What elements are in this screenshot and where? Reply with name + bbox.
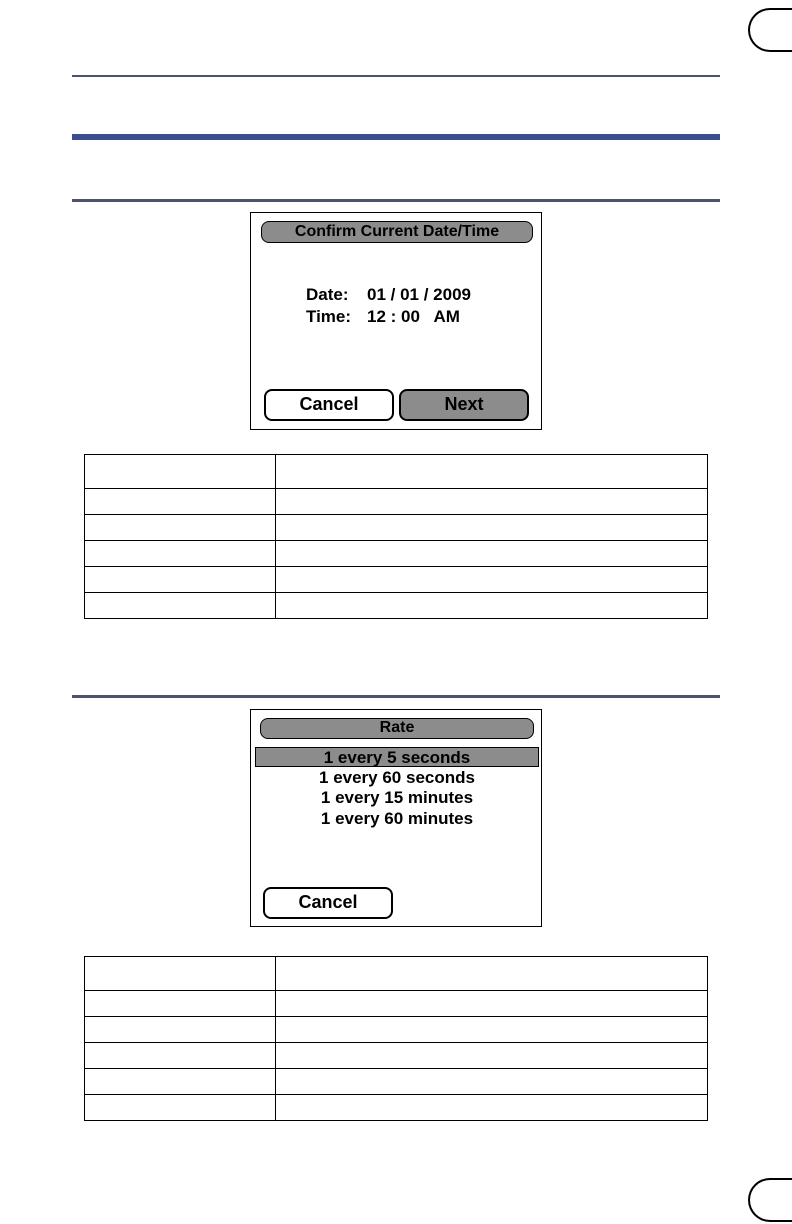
- table-cell: [85, 541, 276, 567]
- date-label: Date:: [306, 285, 349, 304]
- section-rule-1: [72, 199, 720, 202]
- next-button[interactable]: Next: [399, 389, 529, 421]
- table-cell: [85, 515, 276, 541]
- table-cell: [85, 1095, 276, 1121]
- table-cell: [276, 593, 708, 619]
- table-cell: [85, 957, 276, 991]
- table-cell: [276, 489, 708, 515]
- screen-title: Rate: [260, 718, 534, 739]
- table-cell: [276, 957, 708, 991]
- table-cell: [85, 1043, 276, 1069]
- rate-screen: [250, 709, 542, 927]
- table-cell: [85, 489, 276, 515]
- rate-option[interactable]: 1 every 60 seconds: [319, 767, 475, 787]
- settings-table-2: [84, 956, 708, 1121]
- punch-hole-top: [748, 8, 792, 52]
- table-cell: [85, 567, 276, 593]
- table-cell: [276, 515, 708, 541]
- section-rule-2: [72, 695, 720, 698]
- table-cell: [85, 455, 276, 489]
- header-rule: [72, 75, 720, 77]
- settings-table-1: [84, 454, 708, 619]
- table-cell: [276, 1043, 708, 1069]
- time-label: Time:: [306, 307, 352, 326]
- table-cell: [276, 541, 708, 567]
- table-cell: [276, 991, 708, 1017]
- chapter-rule: [72, 134, 720, 140]
- cancel-button[interactable]: Cancel: [264, 389, 394, 421]
- date-time-screen: [250, 212, 542, 430]
- table-cell: [276, 1069, 708, 1095]
- table-cell: [276, 1095, 708, 1121]
- cancel-button[interactable]: Cancel: [263, 887, 393, 919]
- date-value: 01 / 01 / 2009: [367, 285, 471, 304]
- punch-hole-bottom: [748, 1178, 792, 1222]
- table-cell: [276, 455, 708, 489]
- rate-option[interactable]: 1 every 15 minutes: [320, 788, 474, 807]
- table-cell: [85, 991, 276, 1017]
- rate-option[interactable]: 1 every 60 minutes: [320, 808, 474, 828]
- table-cell: [276, 567, 708, 593]
- time-value: 12 : 00 AM: [367, 307, 460, 326]
- table-cell: [85, 593, 276, 619]
- table-cell: [85, 1069, 276, 1095]
- table-cell: [85, 1017, 276, 1043]
- table-cell: [276, 1017, 708, 1043]
- screen-title: Confirm Current Date/Time: [261, 221, 533, 243]
- rate-option[interactable]: 1 every 5 seconds: [255, 747, 539, 767]
